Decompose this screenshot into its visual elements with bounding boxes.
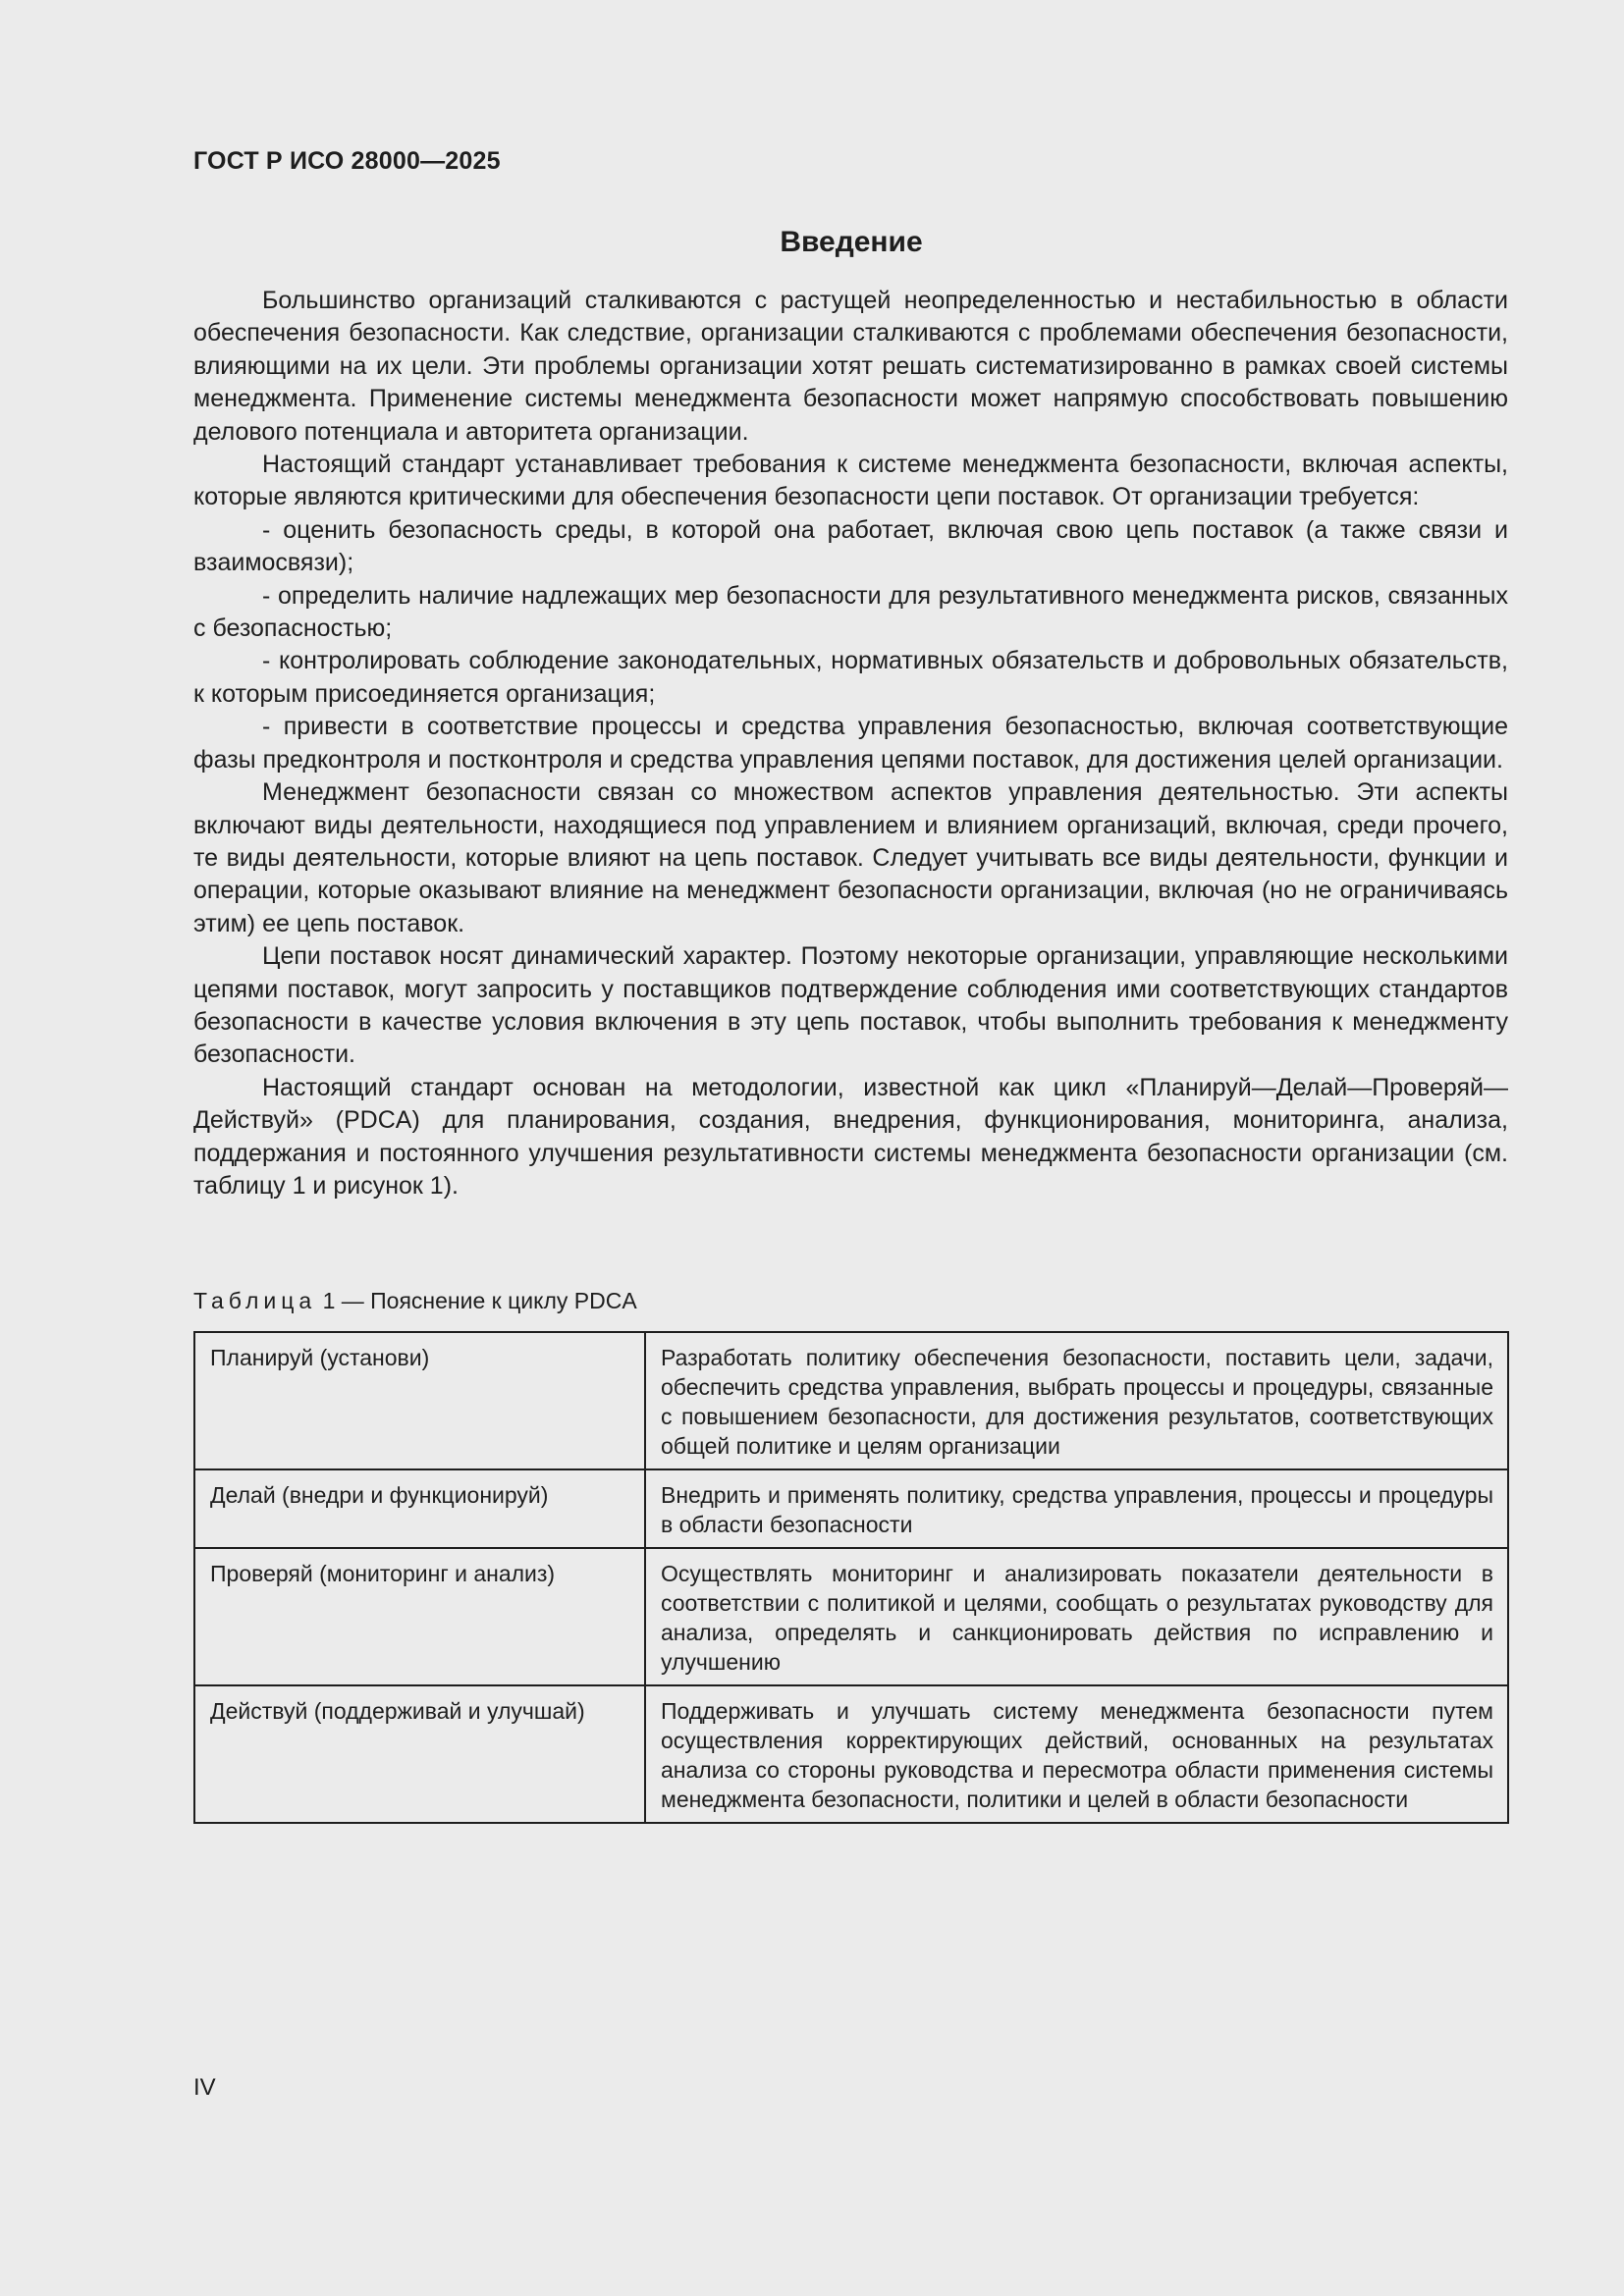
- table-caption-word: Таблица: [193, 1288, 317, 1313]
- paragraph: Настоящий стандарт устанавливает требования к системе менеджмента безопасности, включая аспекты, которые являются критическими для обеспечения безопасности цепи поставок. От организации требуется:: [193, 451, 1508, 511]
- document-header-id: ГОСТ Р ИСО 28000—2025: [193, 147, 501, 175]
- table-cell-phase: Планируй (установи): [194, 1332, 645, 1469]
- table-cell-description: Внедрить и применять политику, средства управления, процессы и процедуры в области безопасности: [645, 1469, 1508, 1548]
- introduction-body: [193, 285, 1508, 1202]
- list-item: - контролировать соблюдение законодательных, нормативных обязательств и добровольных обязательств, к которым присоединяется организация;: [193, 647, 1508, 708]
- table-cell-description: Поддерживать и улучшать систему менеджмента безопасности путем осуществления корректирующих действий, основанных на результатах анализа со стороны руководства и пересмотра области применения системы менеджмента безопасности, политики и целей в области безопасности: [645, 1685, 1508, 1823]
- list-item: - привести в соответствие процессы и средства управления безопасностью, включая соответствующие фазы предконтроля и постконтроля и средства управления цепями поставок, для достижения целей организации.: [193, 713, 1508, 774]
- table-caption-text: 1 — Пояснение к циклу PDCA: [322, 1288, 637, 1313]
- paragraph: Менеджмент безопасности связан со множеством аспектов управления деятельностью. Эти аспекты включают виды деятельности, находящиеся под управлением и влиянием организаций, включая, среди прочего, те виды деятельности, которые влияют на цепь поставок. Следует учитывать все виды деятельности, функции и операции, которые оказывают влияние на менеджмент безопасности организации, включая (но не ограничиваясь этим) ее цепь поставок.: [193, 778, 1508, 937]
- table-row: [194, 1548, 1508, 1685]
- table-cell-description: Осуществлять мониторинг и анализировать показатели деятельности в соответствии с политикой и целями, сообщать о результатах руководству для анализа, определять и санкционировать действия по исправлению и улучшению: [645, 1548, 1508, 1685]
- table-row: [194, 1469, 1508, 1548]
- table-row: [194, 1332, 1508, 1469]
- table-row: [194, 1685, 1508, 1823]
- table-caption: [193, 1288, 637, 1314]
- page-number: IV: [193, 2074, 216, 2101]
- table-cell-phase: Проверяй (мониторинг и анализ): [194, 1548, 645, 1685]
- pdca-table: [193, 1331, 1509, 1824]
- paragraph: Настоящий стандарт основан на методологии, известной как цикл «Планируй—Делай—Проверяй—Действуй» (PDCA) для планирования, создания, внедрения, функционирования, мониторинга, анализа, поддержания и постоянного улучшения результативности системы менеджмента безопасности организации (см. таблицу 1 и рисунок 1).: [193, 1073, 1508, 1200]
- table-cell-phase: Действуй (поддерживай и улучшай): [194, 1685, 645, 1823]
- table-cell-phase: Делай (внедри и функционируй): [194, 1469, 645, 1548]
- list-item: - определить наличие надлежащих мер безопасности для результативного менеджмента рисков, связанных с безопасностью;: [193, 581, 1508, 643]
- section-title: Введение: [780, 226, 923, 258]
- table-cell-description: Разработать политику обеспечения безопасности, поставить цели, задачи, обеспечить средства управления, выбрать процессы и процедуры, связанные с повышением безопасности, для достижения результатов, соответствующих общей политике и целям организации: [645, 1332, 1508, 1469]
- paragraph: Цепи поставок носят динамический характер. Поэтому некоторые организации, управляющие несколькими цепями поставок, могут запросить у поставщиков подтверждение соблюдения ими соответствующих стандартов безопасности в качестве условия включения в эту цепь поставок, чтобы выполнить требования к менеджменту безопасности.: [193, 942, 1508, 1069]
- list-item: - оценить безопасность среды, в которой она работает, включая свою цепь поставок (а также связи и взаимосвязи);: [193, 515, 1508, 577]
- paragraph: Большинство организаций сталкиваются с растущей неопределенностью и нестабильностью в области обеспечения безопасности. Как следствие, организации сталкиваются с проблемами обеспечения безопасности, влияющими на их цели. Эти проблемы организации хотят решать систематизированно в рамках своей системы менеджмента. Применение системы менеджмента безопасности может напрямую способствовать повышению делового потенциала и авторитета организации.: [193, 287, 1508, 446]
